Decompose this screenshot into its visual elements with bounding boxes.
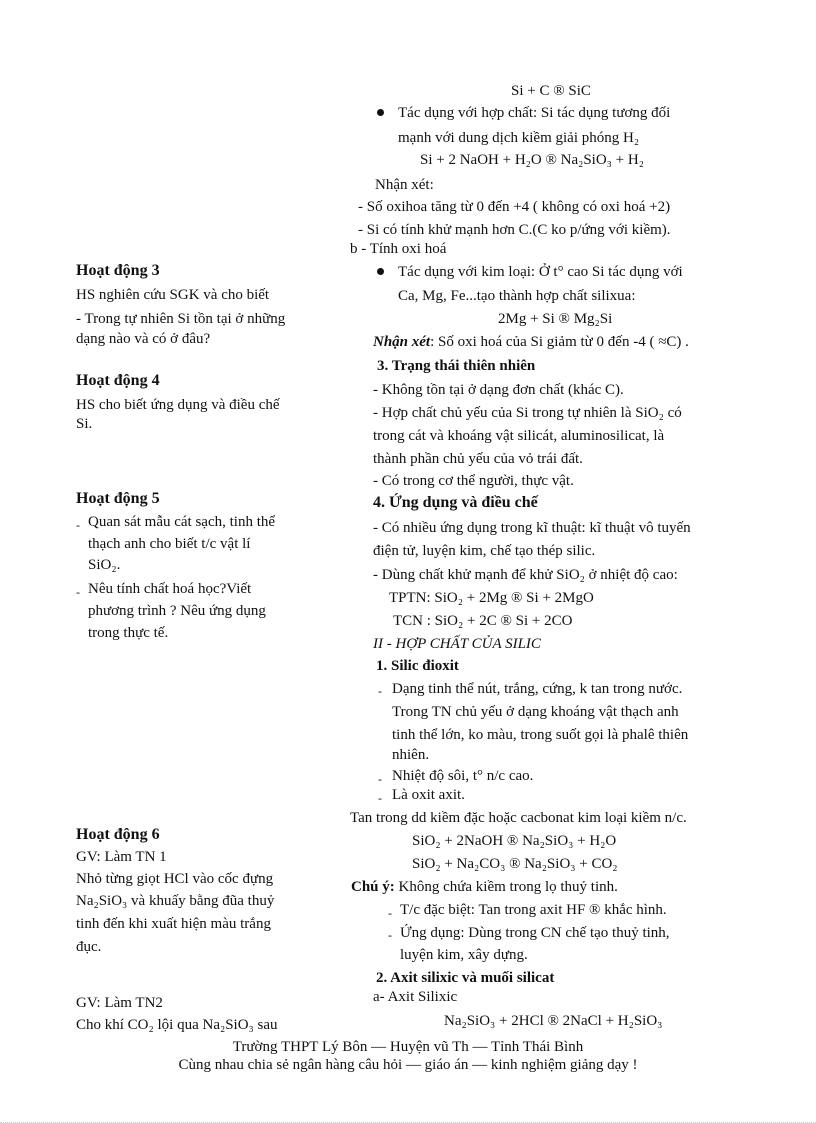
- note-3-text: : Số oxi hoá của Si giảm từ 0 đến -4 ( ≈C) .: [430, 334, 689, 350]
- subsection-2a-title: a- Axit Silixic: [373, 989, 458, 1005]
- note-chu-y-label: Chú ý:: [351, 879, 395, 895]
- bullet-icon: [377, 109, 384, 116]
- equation-hcl: Na₂SiO₃ + 2HCl ® 2NaCl + H₂SiO₃: [444, 1013, 663, 1029]
- dash-marker: -: [76, 585, 80, 599]
- activity-6-line: đục.: [76, 939, 102, 955]
- section-4-title: 4. Ứng dụng và điều chế: [373, 494, 538, 511]
- note-chu-y-item: T/c đặc biệt: Tan trong axit HF ® khắc hình.: [400, 902, 667, 918]
- activity-6-line: tinh đến khi xuất hiện màu trắng: [76, 916, 271, 932]
- activity-5-item: Quan sát mẫu cát sạch, tinh thể: [88, 514, 276, 530]
- subsection-1-line: nhiên.: [392, 747, 430, 763]
- activity-6-line: Nhỏ từng giọt HCl vào cốc đựng: [76, 871, 274, 887]
- section-3-line: - Có trong cơ thể người, thực vật.: [373, 473, 574, 489]
- section-3-line: - Không tồn tại ở dạng đơn chất (khác C).: [373, 382, 624, 398]
- section-3-line: - Hợp chất chủ yếu của Si trong tự nhiên là SiO₂ có: [373, 405, 682, 421]
- note-line: - Si có tính khử mạnh hơn C.(C ko p/ứng với kiềm).: [358, 222, 671, 238]
- note-3: [373, 333, 689, 352]
- section-4-line: - Dùng chất khử mạnh để khử SiO₂ ở nhiệt độ cao:: [373, 567, 678, 583]
- subsection-2-title: 2. Axit silixic và muối silicat: [376, 970, 555, 986]
- note-title: Nhận xét:: [375, 177, 434, 193]
- dash-marker: -: [378, 791, 382, 805]
- activity-3-title: Hoạt động 3: [76, 262, 160, 279]
- gv-tn2-line: GV: Làm TN2: [76, 995, 163, 1011]
- activity-3-line: - Trong tự nhiên Si tồn tại ở những: [76, 311, 286, 327]
- section-3-line: trong cát và khoáng vật silicát, aluminosilicat, là: [373, 428, 665, 444]
- subsection-1-line: Nhiệt độ sôi, t° n/c cao.: [392, 768, 534, 784]
- dash-marker: -: [388, 928, 392, 942]
- subsection-1-title: 1. Silic đioxit: [376, 658, 459, 674]
- equation-mg: 2Mg + Si ® Mg₂Si: [498, 311, 613, 327]
- equation-sio2-na2co3: SiO₂ + Na₂CO₃ ® Na₂SiO₃ + CO₂: [412, 856, 618, 872]
- equation-tcn: TCN : SiO₂ + 2C ® Si + 2CO: [393, 613, 573, 629]
- subsection-1-line: Dạng tinh thể nút, trắng, cứng, k tan trong nước.: [392, 681, 683, 697]
- subsection-1-line: tinh thể lớn, ko màu, trong suốt gọi là phalê thiên: [392, 727, 689, 743]
- activity-4-line: HS cho biết ứng dụng và điều chế: [76, 397, 280, 413]
- equation-sio2-naoh: SiO₂ + 2NaOH ® Na₂SiO₃ + H₂O: [412, 833, 617, 849]
- activity-6-title: Hoạt động 6: [76, 826, 160, 843]
- section-3-line: thành phần chủ yếu của vỏ trái đất.: [373, 451, 583, 467]
- equation-naoh: Si + 2 NaOH + H₂O ® Na₂SiO₃ + H₂: [420, 152, 644, 168]
- activity-3-line: HS nghiên cứu SGK và cho biết: [76, 287, 270, 303]
- note-chu-y-item: luyện kim, xây dựng.: [400, 947, 528, 963]
- activity-3-line: dạng nào và có ở đâu?: [76, 331, 211, 347]
- subsection-1-line: Là oxit axit.: [392, 787, 465, 803]
- solubility-line: Tan trong dd kiềm đặc hoặc cacbonat kim loại kiềm n/c.: [350, 810, 687, 826]
- activity-5-item: phương trình ? Nêu ứng dụng: [88, 603, 266, 619]
- activity-5-item: trong thực tế.: [88, 625, 169, 641]
- bullet-line: Tác dụng với hợp chất: Si tác dụng tương đối: [398, 105, 671, 121]
- activity-5-item: thạch anh cho biết t/c vật lí: [88, 536, 251, 552]
- dash-marker: -: [388, 906, 392, 920]
- section-b-title: b - Tính oxi hoá: [350, 241, 447, 257]
- note-chu-y: [351, 878, 618, 897]
- dash-marker: -: [378, 684, 382, 698]
- footer-school: Trường THPT Lý Bôn — Huyện vũ Th — Tỉnh Thái Bình: [232, 1039, 584, 1055]
- activity-6-line: GV: Làm TN 1: [76, 849, 167, 865]
- gv-tn2-line: Cho khí CO₂ lội qua Na₂SiO₃ sau: [76, 1017, 278, 1033]
- section-4-line: điện tử, luyện kim, chế tạo thép silic.: [373, 543, 596, 559]
- equation-ptn: TPTN: SiO₂ + 2Mg ® Si + 2MgO: [389, 590, 594, 606]
- activity-5-title: Hoạt động 5: [76, 490, 160, 507]
- bullet-line: Tác dụng với kim loại: Ở t° cao Si tác dụng với: [398, 264, 683, 280]
- activity-5-item: Nêu tính chất hoá học?Viết: [88, 581, 252, 597]
- activity-4-title: Hoạt động 4: [76, 372, 160, 389]
- bullet-line: mạnh với dung dịch kiềm giải phóng H₂: [398, 130, 640, 146]
- note-3-label: Nhận xét: [373, 334, 431, 350]
- equation-si-c: Si + C ® SiC: [511, 83, 591, 99]
- section-3-title: 3. Trạng thái thiên nhiên: [377, 358, 536, 374]
- note-line: - Số oxihoa tăng từ 0 đến +4 ( không có oxi hoá +2): [358, 199, 671, 215]
- bullet-line: Ca, Mg, Fe...tạo thành hợp chất silixua:: [398, 288, 636, 304]
- note-chu-y-text: Không chứa kiềm trong lọ thuỷ tinh.: [394, 879, 618, 895]
- activity-4-line: Si.: [76, 416, 93, 432]
- dash-marker: -: [378, 772, 382, 786]
- activity-6-line: Na₂SiO₃ và khuấy bằng đũa thuỷ: [76, 893, 275, 909]
- section-4-line: - Có nhiều ứng dụng trong kĩ thuật: kĩ thuật vô tuyến: [373, 520, 691, 536]
- footer-slogan: Cùng nhau chia sẻ ngân hàng câu hỏi — giáo án — kinh nghiệm giảng dạy !: [178, 1057, 638, 1073]
- bullet-icon: [377, 268, 384, 275]
- part-2-title: II - HỢP CHẤT CỦA SILIC: [373, 636, 541, 652]
- subsection-1-line: Trong TN chủ yếu ở dạng khoáng vật thạch anh: [392, 704, 679, 720]
- activity-5-item: SiO₂.: [88, 557, 121, 573]
- dash-marker: -: [76, 518, 80, 532]
- note-chu-y-item: Ứng dụng: Dùng trong CN chế tạo thuỷ tinh,: [400, 925, 670, 941]
